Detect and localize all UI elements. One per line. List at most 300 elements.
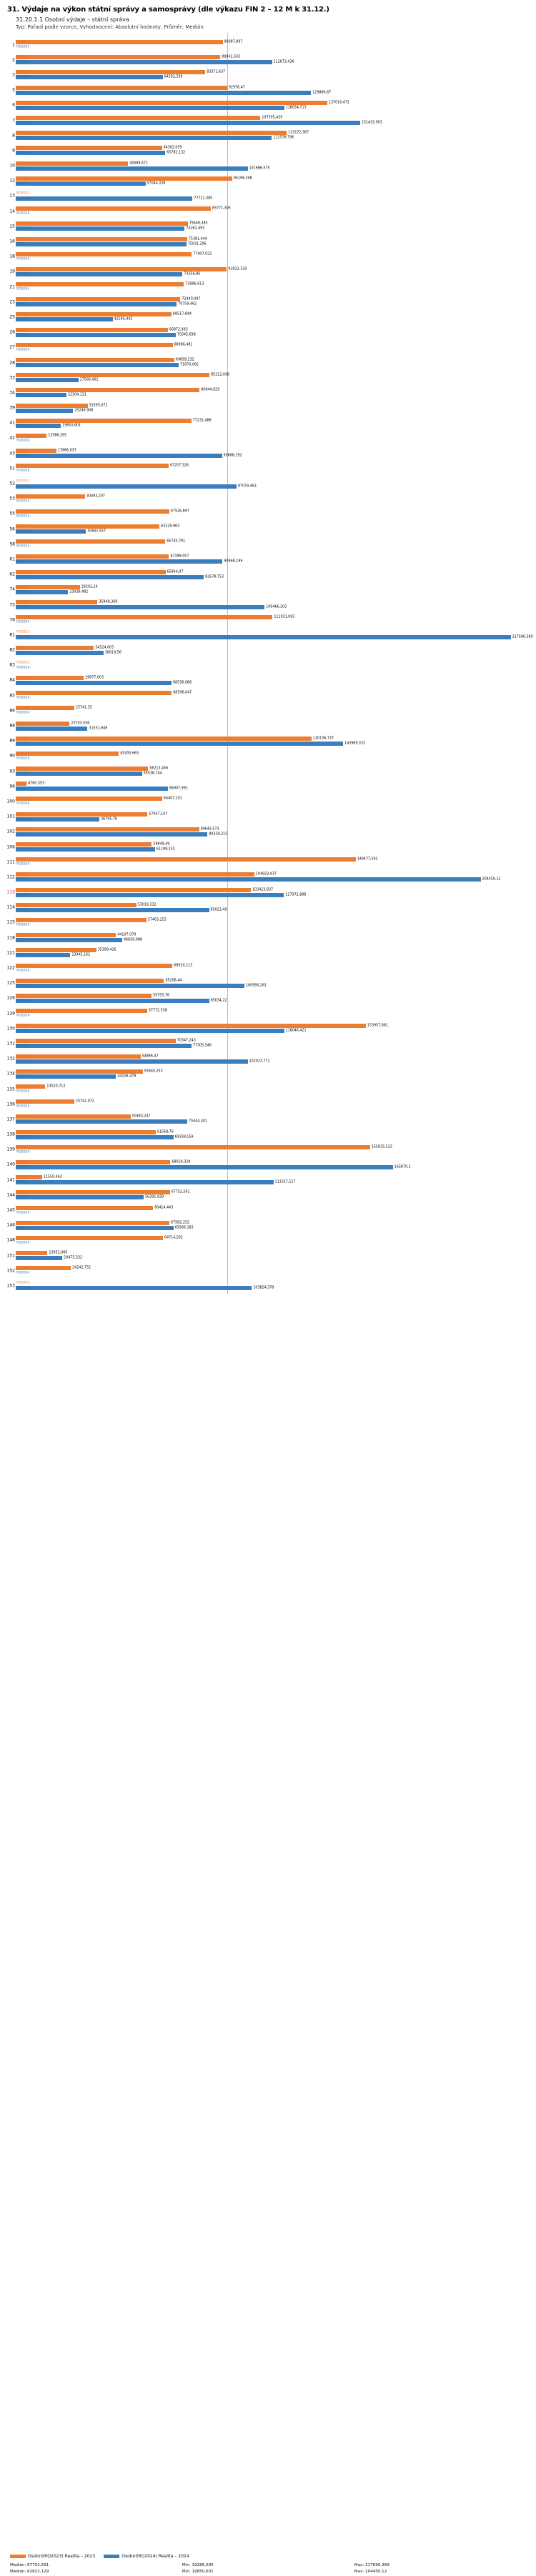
category-label: 126 [6,995,15,1001]
bar-value-label: 53019,332 [137,903,157,907]
bar-value-label: 80643,573 [200,827,219,832]
bar-row [9,370,527,385]
bar-value-label: 13586,395 [48,434,67,438]
bar-row [6,869,527,884]
bar-value-label: 60414,443 [154,1206,174,1210]
bar [16,1165,411,1169]
bar-value-label: 75381,444 [188,237,207,241]
bar-row [9,627,533,642]
bar-row [9,446,527,461]
series-label: RO2024 [16,1135,30,1139]
bar-line [16,191,527,196]
category-label: 135 [6,1087,15,1092]
bar [16,1029,307,1033]
series-label: RO2023 [16,676,30,680]
bar [16,116,283,120]
bar-line [16,75,527,80]
bar [16,146,182,150]
bar-line [16,297,527,302]
bar-value-label: 112578,796 [273,136,294,140]
bar-value-label: 44106,479 [117,1074,137,1079]
bar-row [6,1248,527,1263]
bar-line [16,60,527,65]
bar-value-label: 83371,637 [207,70,226,74]
category-label: 15 [9,224,15,229]
bar-value-label: 30842,557 [87,529,106,534]
bar [16,60,294,64]
bar [16,888,274,892]
bar-line [16,675,527,680]
series-label: RO2024 [16,923,30,927]
bar [16,842,170,847]
series-label: RO2023 [16,615,30,619]
bar-row [6,854,527,869]
bar-line [16,317,527,322]
category-label: 101 [6,814,15,819]
bar-row [6,1172,527,1187]
category-label: 146 [6,1222,15,1228]
bar-row [9,779,527,794]
series-label: RO2024 [16,529,30,534]
series-label: RO2023 [16,70,30,74]
bar-value-label: 4760,353 [28,782,45,786]
series-label: RO2023 [16,948,30,952]
bar-line [16,226,527,231]
series-label: RO2023 [16,1221,30,1225]
series-label: RO2023 [16,524,30,529]
bar-line [16,241,527,246]
series-label: RO2023 [16,297,30,301]
series-label: RO2024 [16,121,30,125]
series-label: RO2024 [16,1119,30,1124]
bar-value-label: 117972,898 [285,893,307,897]
bar-value-label: 55845,253 [144,1069,163,1074]
bar [16,333,196,337]
bar-line [16,1069,527,1074]
bar-line [16,479,527,484]
series-label: RO2023 [16,585,30,589]
bar-row [12,143,527,158]
bar-line [16,388,527,393]
bar-line [16,1180,527,1185]
bar-row [6,824,527,839]
bar-row [9,219,527,234]
bar [16,70,226,74]
bar-line [16,166,527,171]
series-label: RO2024 [16,999,30,1003]
bar-line [16,772,527,777]
bar-value-label: 74262,493 [186,226,205,231]
series-label: RO2024 [16,832,30,837]
series-label: RO2023 [16,888,30,892]
bar [16,570,184,574]
bar [16,767,169,771]
category-label: 139 [6,1147,15,1152]
bar-line [16,1235,527,1240]
bar-row [6,1187,527,1202]
category-label: 2 [12,57,15,63]
bar [16,237,207,241]
bar-value-label: 64302,059 [163,146,182,150]
bar [16,1145,392,1149]
bar-line [16,1271,527,1276]
bar-line [16,358,527,363]
bar [16,737,334,741]
bar-value-label: 34324,003 [95,646,114,650]
bar [16,131,309,135]
bar [16,524,180,529]
bar [16,176,252,181]
bar-row [9,688,527,703]
bar [16,812,168,817]
bar [16,1024,388,1028]
series-label: RO2024 [16,393,30,397]
bar-row [6,1067,527,1082]
bar [16,55,241,59]
legend-label-ro2023: Osobní(RO2023) Realita – 2023 [28,2554,96,2559]
series-label: RO2024 [16,817,30,822]
bar-row [6,1263,527,1278]
bar-line [16,721,527,726]
category-label: 8 [12,133,15,139]
bar-value-label: 149477,591 [357,857,378,862]
bar-line [16,1164,527,1169]
series-label: RO2024 [16,651,30,655]
bar-line [16,131,527,136]
bar-line [16,1240,527,1245]
category-label: 10 [9,163,15,169]
category-label: 85 [9,693,15,699]
bar [16,1180,296,1184]
series-label: RO2024 [16,969,30,973]
bar-value-label: 75444,301 [189,1119,207,1124]
bar-line [16,922,527,927]
series-label: RO2024 [16,75,30,79]
category-label: 93 [9,769,15,774]
bar-value-label: 155835,523 [371,1145,392,1149]
category-label: 3 [12,72,15,78]
bar-value-label: 104923,437 [255,872,277,877]
category-label: 27 [9,344,15,350]
bar-value-label: 97079,463 [237,484,257,489]
bar-line [16,454,527,459]
bar-value-label: 55536,744 [143,772,162,776]
series-label: RO2023 [16,691,30,695]
bar-line [16,40,527,45]
bar-line [16,983,527,988]
stat-median-2024: Medián: 62822,129 [10,2569,49,2574]
category-label: 129 [6,1011,15,1017]
bar-row [6,1112,527,1127]
bar [16,691,192,695]
bar-line [16,1119,527,1124]
series-label: RO2024 [16,439,30,443]
bar-value-label: 68517,844 [173,312,192,316]
bar-line [16,403,527,408]
bar-line [16,90,527,95]
series-label: RO2024 [16,226,30,231]
category-label: 6 [12,102,15,108]
series-label: RO2023 [16,994,30,998]
bar-value-label: 25742,072 [75,1099,94,1104]
series-label: RO2024 [16,862,30,867]
category-label: 53 [9,496,15,501]
series-label: RO2024 [16,666,30,670]
bar [16,196,213,201]
series-label: RO2023 [16,1251,30,1255]
bar-line [16,181,527,186]
bar-line [16,736,527,741]
bar-value-label: 35399,426 [97,948,116,952]
category-label: 21 [9,284,15,290]
bar-line [16,539,527,544]
bar-value-label: 38619,56 [104,651,121,655]
bar-line [16,767,527,772]
series-label: RO2024 [16,378,30,382]
bar-line [16,136,527,141]
bar-value-label: 90987,997 [224,40,243,44]
series-label: RO2024 [16,211,30,216]
bar-line [16,953,527,958]
series-label: RO2024 [16,1180,30,1184]
legend-item-ro2023 [10,2554,95,2559]
series-label: RO2024 [16,877,30,882]
bar-line [16,660,527,665]
bar-line [16,1054,527,1059]
bar-row [9,189,527,204]
bar-row [6,976,527,991]
bar [16,681,192,685]
bar [16,302,197,306]
legend-item-ro2024 [104,2554,189,2559]
bar-row [12,98,527,113]
series-label: RO2023 [16,479,30,484]
bar-line [16,907,527,912]
bar-line [16,680,527,685]
bar-line [16,418,527,423]
bar [16,206,231,211]
bar-value-label: 64592,339 [164,75,183,79]
bar-line [16,266,527,271]
bar [16,454,242,458]
series-label: RO2023 [16,1145,30,1149]
series-label: RO2023 [16,630,30,634]
bar-line [16,423,527,428]
stat-min-2024: Min: 19850,601 [182,2569,214,2574]
series-label: RO2024 [16,1286,30,1290]
series-label: RO2023 [16,706,30,710]
bar-line [16,514,527,519]
category-label: 121 [6,950,15,956]
series-label: RO2023 [16,40,30,44]
bar-line [16,1104,527,1109]
category-label: 75 [9,602,15,608]
bar-value-label: 65782,132 [167,151,186,155]
bar-line [16,378,527,383]
bar [16,1190,190,1194]
bar-row [9,476,527,491]
bar [16,226,205,231]
bar-row [12,67,527,82]
bar-row [9,643,527,658]
bar [16,363,199,367]
bar [16,101,349,105]
bar-value-label: 65844,97 [167,570,184,574]
series-label: RO2024 [16,711,30,715]
series-label: RO2023 [16,191,30,196]
stats-min-col [182,2562,354,2575]
series-label: RO2024 [16,1211,30,1215]
bar-line [16,600,527,605]
bar-value-label: 23703,556 [71,722,90,726]
series-label: RO2023 [16,1206,30,1210]
bar-value-label: 44107,079 [117,933,137,937]
bar-line [16,85,527,90]
bar-value-label: 75649,385 [189,221,208,226]
bar [16,918,167,922]
bar [16,539,186,544]
bar-value-label: 57937,147 [149,812,168,817]
bar-row [6,991,527,1006]
series-label: RO2024 [16,454,30,458]
bar [16,908,227,912]
category-label: 16 [9,239,15,244]
bar-value-label: 42595,442 [114,317,133,321]
series-label: RO2024 [16,333,30,337]
bar-line [16,449,527,454]
series-label: RO2023 [16,918,30,922]
bar-line [16,116,527,121]
bar-value-label: 25741,35 [75,706,92,710]
bar-line [16,146,527,151]
series-label: RO2024 [16,166,30,171]
bar-value-label: 24242,752 [72,1266,91,1270]
bar-line [16,256,527,261]
bar-line [16,665,527,670]
bar [16,979,182,983]
bar-line [16,933,527,938]
category-label: 138 [6,1132,15,1137]
series-label: RO2024 [16,696,30,700]
series-label: RO2023 [16,252,30,256]
bar [16,343,193,347]
bar [16,1054,159,1059]
series-label: RO2023 [16,539,30,544]
bar [16,903,157,907]
bar-line [16,1210,527,1215]
bar-line [16,569,527,574]
category-label: 41 [9,420,15,426]
bar-value-label: 58213,456 [149,767,169,771]
series-label: RO2023 [16,1099,30,1104]
bar-line [16,342,527,347]
bar [16,575,224,579]
bar-line [16,347,527,352]
bar [16,827,219,832]
category-label: 113 [6,889,15,895]
bar-line [16,817,527,822]
series-label: RO2024 [16,514,30,519]
series-label: RO2024 [16,1165,30,1169]
category-label: 56 [9,526,15,532]
bar [16,1221,189,1225]
bar-row [6,1082,527,1097]
series-label: RO2023 [16,358,30,362]
category-label: 115 [6,919,15,925]
bar-row [9,174,527,189]
category-label: 42 [9,435,15,441]
series-label: RO2023 [16,964,30,968]
series-label: RO2023 [16,509,30,514]
bar-line [16,963,527,968]
bar-line [16,1059,527,1064]
bar-line [16,1144,527,1149]
bar-row [6,930,527,945]
series-label: RO2024 [16,409,30,413]
series-label: RO2023 [16,86,30,90]
category-label: 55 [9,511,15,516]
bar-line [16,287,527,292]
bar [16,933,137,937]
bar-value-label: 65206,44 [165,979,182,983]
series-label: RO2024 [16,272,30,276]
bar-line [16,726,527,731]
category-label: 52 [9,481,15,486]
bar [16,615,295,619]
bar-value-label: 143969,333 [344,742,366,746]
series-label: RO2023 [16,570,30,574]
bar [16,317,133,321]
bar-line [16,196,527,201]
bar-line [16,1175,527,1180]
category-label: 102 [6,829,15,834]
bar [16,772,162,776]
bar [16,282,204,286]
bar-value-label: 90688,292 [223,454,242,458]
bar [16,136,294,140]
bar-row [9,416,527,431]
bar-line [16,327,527,332]
bar-line [16,978,527,983]
bar-line [16,544,527,549]
bar-rows [6,37,533,1294]
bar-line [16,236,527,241]
bar-value-label: 59755,76 [153,994,170,998]
bar-row [6,1097,527,1112]
legend-label-ro2024: Osobní(RO2024) Realita – 2024 [121,2554,189,2559]
bar-value-label: 61199,233 [156,847,175,852]
legend-swatch-ro2023 [10,2555,26,2558]
category-label: 122 [6,965,15,971]
bar [16,106,307,110]
bar-value-label: 107595,439 [262,116,283,120]
bar-value-label: 130136,737 [313,737,334,741]
bar-value-label: 35948,369 [99,600,118,604]
series-label: RO2023 [16,101,30,105]
bar-line [16,741,527,746]
bar-line [16,691,527,696]
bar-row [9,401,527,416]
series-label: RO2023 [16,1009,30,1013]
series-label: RO2023 [16,1114,30,1119]
bar-value-label: 80844,029 [201,388,220,392]
bar-row [6,1127,527,1142]
bar-value-label: 72440,097 [182,297,201,301]
bar-line [16,812,527,817]
category-label: 19 [9,269,15,274]
bar [16,1286,274,1290]
series-label: RO2023 [16,1281,30,1285]
